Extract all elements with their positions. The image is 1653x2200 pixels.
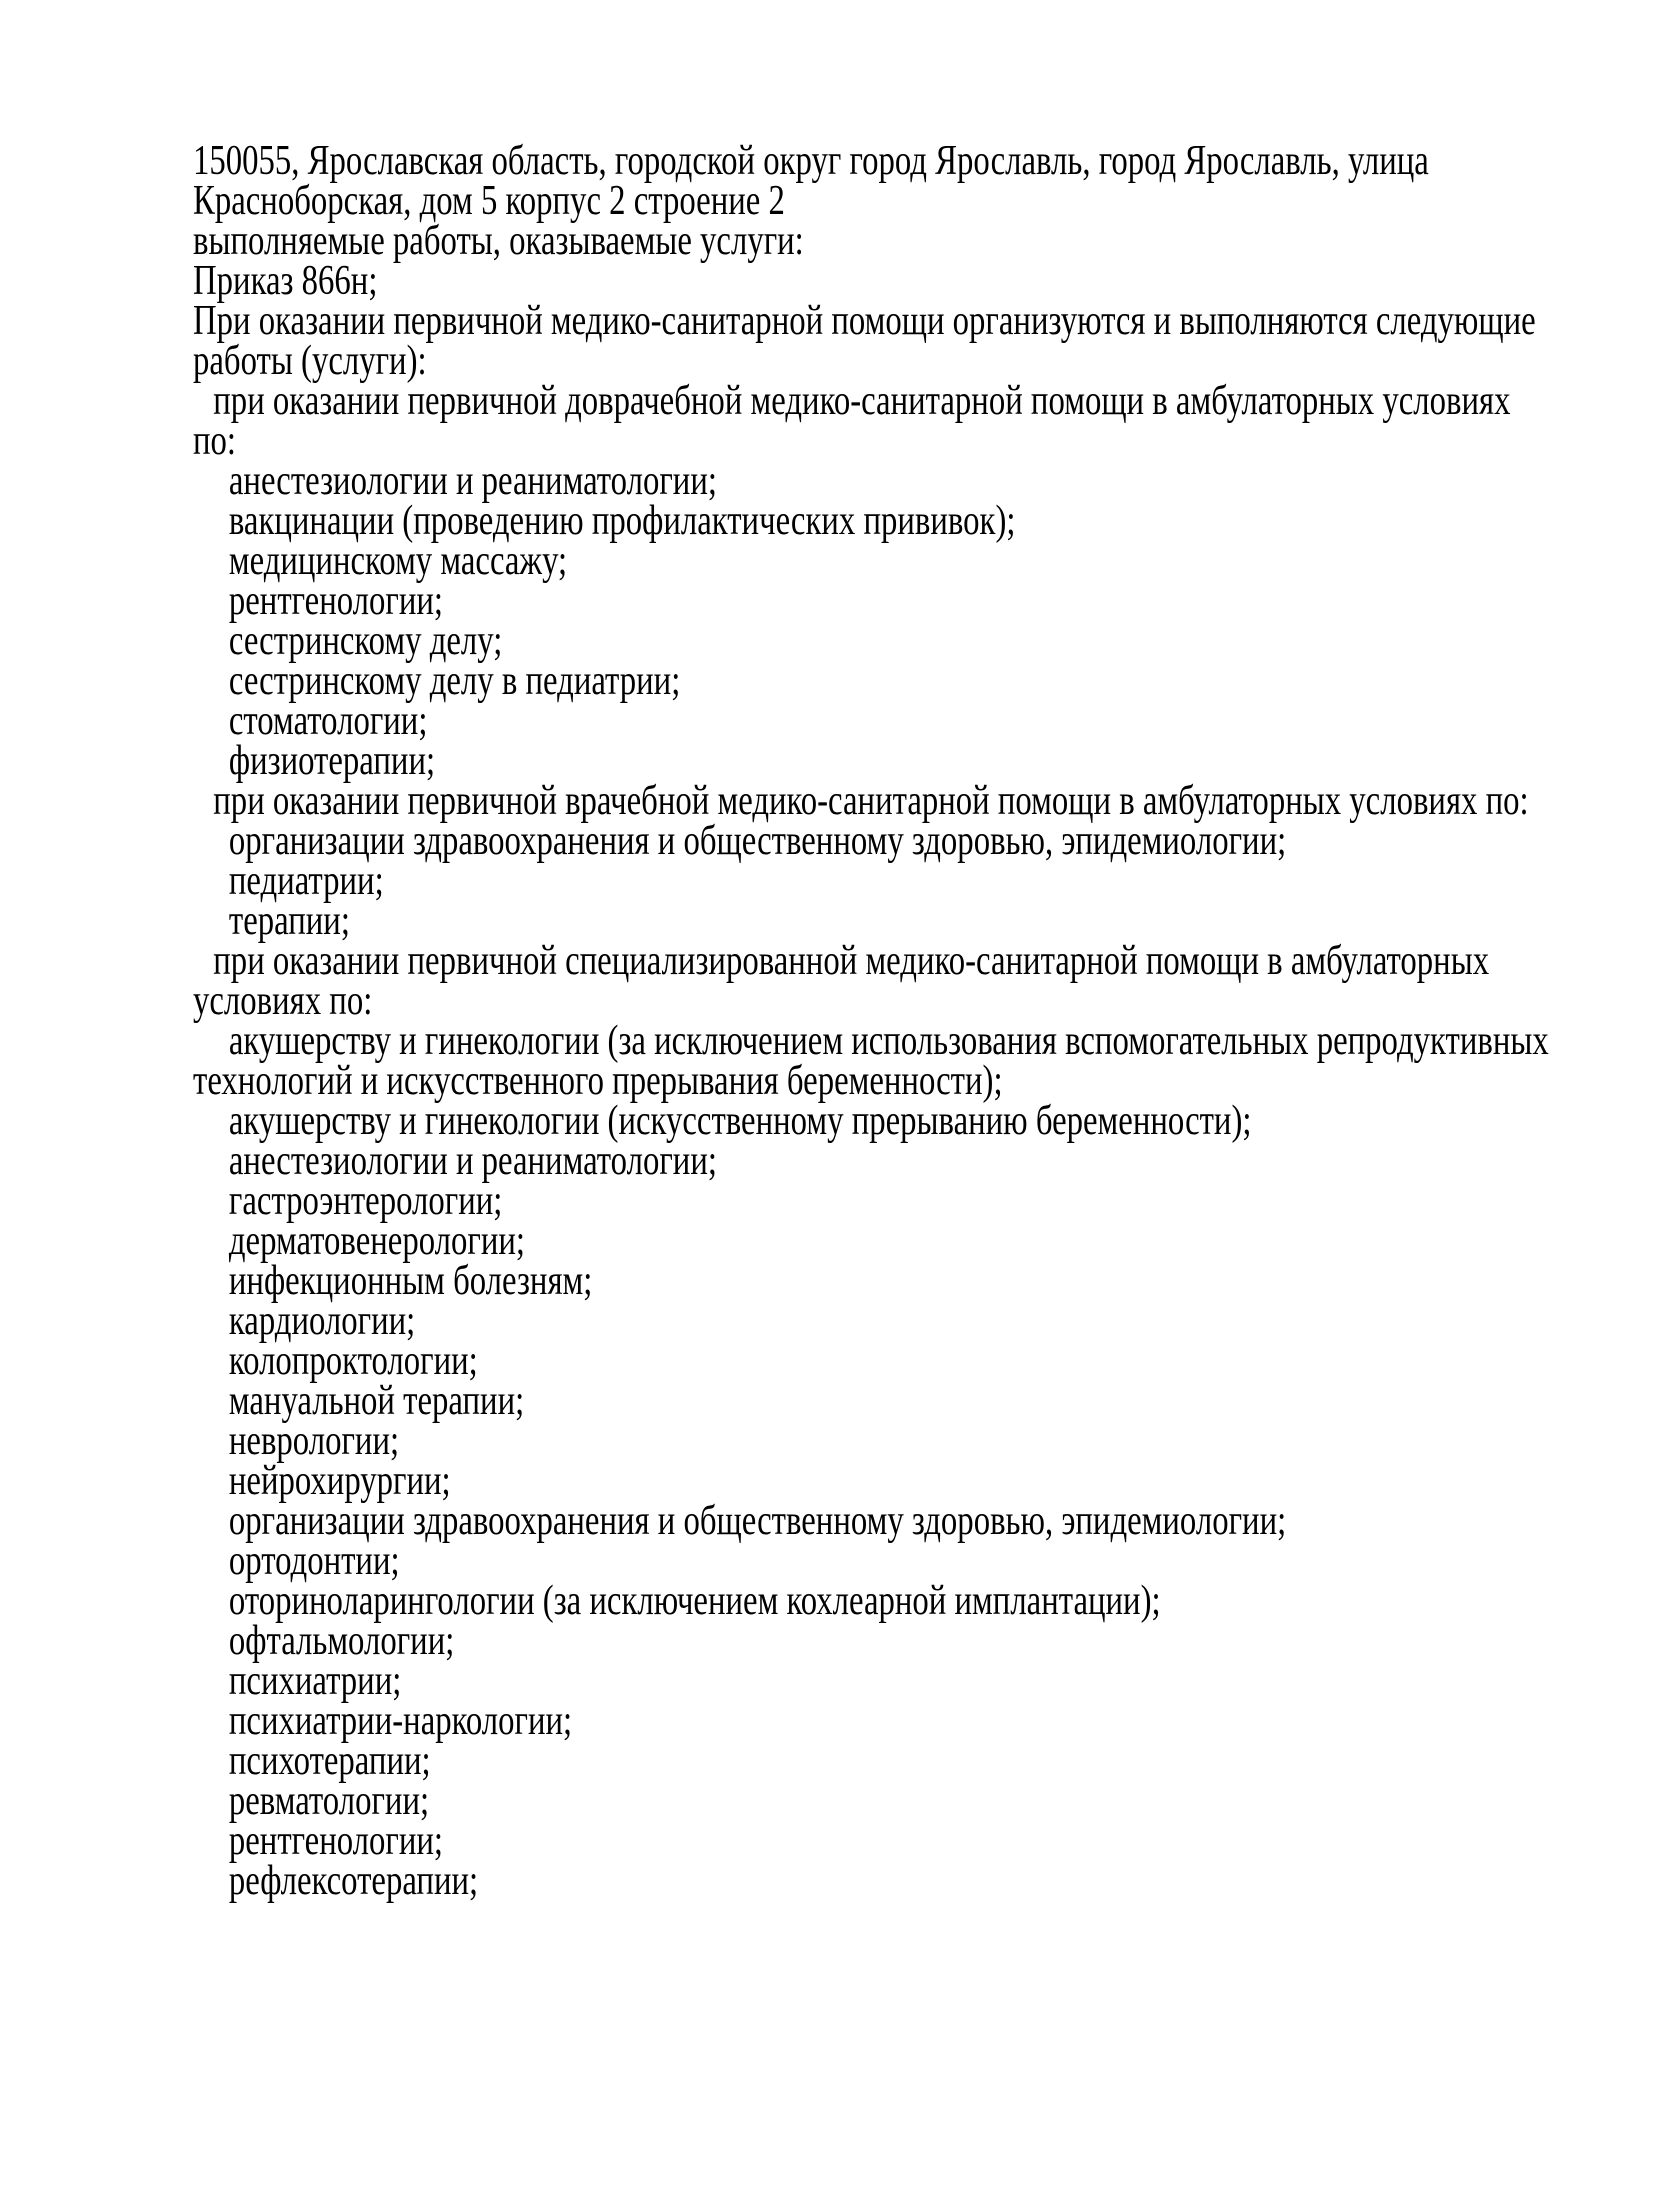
text-line: неврологии;	[228, 1418, 400, 1464]
text-line: мануальной терапии;	[228, 1378, 525, 1424]
text-line: 150055, Ярославская область, городской округ город Ярославль, город Ярославль, улица	[193, 138, 1429, 184]
text-line: нейрохирургии;	[228, 1458, 451, 1504]
text-line: анестезиологии и реаниматологии;	[228, 1138, 717, 1184]
text-line: акушерству и гинекологии (за исключением использования вспомогательных репродуктивных	[228, 1018, 1549, 1064]
text-line: ревматологии;	[228, 1778, 430, 1824]
text-line: организации здравоохранения и общественному здоровью, эпидемиологии;	[228, 818, 1287, 864]
text-line: терапии;	[228, 898, 350, 944]
text-line: дерматовенерологии;	[228, 1218, 525, 1264]
text-line: сестринскому делу в педиатрии;	[228, 658, 681, 704]
text-line: рефлексотерапии;	[228, 1858, 479, 1904]
text-line: при оказании первичной специализированной медико-санитарной помощи в амбулаторных	[213, 938, 1490, 984]
text-line: оториноларингологии (за исключением кохлеарной имплантации);	[228, 1578, 1161, 1624]
text-line: Приказ 866н;	[193, 258, 378, 304]
text-line: организации здравоохранения и общественному здоровью, эпидемиологии;	[228, 1498, 1287, 1544]
text-line: офтальмологии;	[228, 1618, 455, 1664]
text-line: при оказании первичной доврачебной медико-санитарной помощи в амбулаторных условиях	[213, 378, 1511, 424]
text-line: педиатрии;	[228, 858, 384, 904]
text-line: технологий и искусственного прерывания беременности);	[193, 1058, 1003, 1104]
text-line: При оказании первичной медико-санитарной помощи организуются и выполняются следующие	[193, 298, 1536, 344]
text-line: стоматологии;	[228, 698, 428, 744]
text-line: при оказании первичной врачебной медико-санитарной помощи в амбулаторных условиях по:	[213, 778, 1529, 824]
text-line: анестезиологии и реаниматологии;	[228, 458, 717, 504]
text-line: условиях по:	[193, 978, 373, 1024]
text-line: кардиологии;	[228, 1298, 416, 1344]
text-line: психотерапии;	[228, 1738, 431, 1784]
text-line: физиотерапии;	[228, 738, 436, 784]
text-line: акушерству и гинекологии (искусственному прерыванию беременности);	[228, 1098, 1252, 1144]
text-line: работы (услуги):	[193, 338, 427, 384]
license-text-block	[193, 138, 1652, 1904]
text-line: гастроэнтерологии;	[228, 1178, 503, 1224]
text-line: рентгенологии;	[228, 1818, 444, 1864]
text-line: ортодонтии;	[228, 1538, 400, 1584]
text-line: выполняемые работы, оказываемые услуги:	[193, 218, 804, 264]
text-line: инфекционным болезням;	[228, 1258, 593, 1304]
text-line: Красноборская, дом 5 корпус 2 строение 2	[193, 178, 785, 224]
text-line: по:	[193, 418, 237, 464]
text-line: рентгенологии;	[228, 578, 444, 624]
text-line: колопроктологии;	[228, 1338, 478, 1384]
text-line: сестринскому делу;	[228, 618, 503, 664]
text-line: психиатрии-наркологии;	[228, 1698, 573, 1744]
text-line: психиатрии;	[228, 1658, 402, 1704]
text-line: вакцинации (проведению профилактических прививок);	[228, 498, 1016, 544]
text-line: медицинскому массажу;	[228, 538, 568, 584]
